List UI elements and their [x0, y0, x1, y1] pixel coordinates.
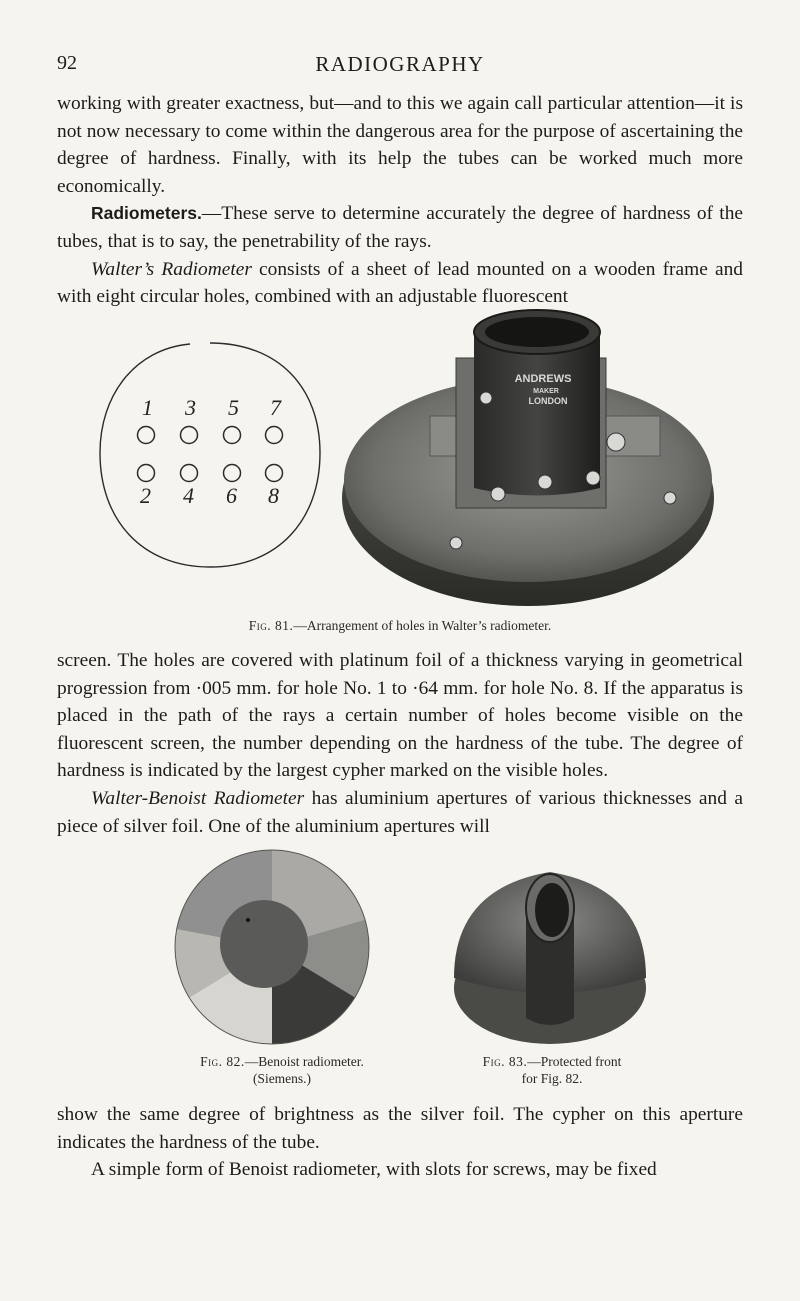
hole-6: [224, 465, 241, 482]
hole-number-7: 7: [270, 395, 281, 420]
fig83-protected-front-photo: [450, 868, 650, 1046]
fig82-caption-line1: —Benoist radiometer.: [244, 1054, 364, 1069]
paragraph-radiometers: [57, 200, 743, 255]
screw-icon: [538, 475, 552, 489]
walter-radiometer-title: Walter’s Radiometer: [91, 258, 252, 280]
adjuster-knob-icon: [607, 433, 625, 451]
tube-inner: [535, 883, 569, 937]
hole-7: [266, 427, 283, 444]
fig82-caption-line2: (Siemens.): [252, 1071, 312, 1086]
hole-3: [181, 427, 198, 444]
running-head: RADIOGRAPHY: [315, 52, 485, 76]
hole-1: [138, 427, 155, 444]
hole-number-2: 2: [140, 483, 151, 508]
page-number: 92: [57, 52, 77, 74]
text-block-1: [57, 90, 743, 311]
hole-row-top: [138, 427, 283, 444]
hole-number-3: 3: [185, 395, 196, 420]
screw-icon: [450, 537, 462, 549]
fig82-benoist-radiometer-photo: [172, 848, 372, 1046]
hole-5: [224, 427, 241, 444]
silver-foil-center: [220, 900, 308, 988]
hole-row-bottom: [138, 465, 283, 482]
paragraph-walter-text: consists of a sheet of lead mounted on a wooden frame and with eight circular holes, combined with an adjustable fluorescent: [57, 258, 743, 308]
maker-label-line1: ANDREWS: [514, 373, 572, 385]
viewing-box: [474, 332, 600, 496]
fig83-caption-line2: for Fig. 82.: [521, 1071, 583, 1086]
fig81-caption-text: —Arrangement of holes in Walter’s radiometer.: [293, 618, 552, 633]
text-block-3: [57, 1101, 743, 1184]
section-heading-radiometers: Radiometers.: [91, 203, 202, 224]
fig83-caption: [452, 1053, 652, 1087]
screw-icon: [586, 471, 600, 485]
fig81-hole-diagram: [80, 335, 340, 580]
fig81-caption: [0, 617, 800, 634]
screw-icon: [664, 492, 676, 504]
hole-2: [138, 465, 155, 482]
fig81-caption-prefix: Fig. 81.: [248, 618, 294, 633]
fig83-caption-prefix: Fig. 83.: [482, 1054, 528, 1069]
hole-8: [266, 465, 283, 482]
fig82-caption-prefix: Fig. 82.: [200, 1054, 245, 1069]
paragraph-walter-benoist: [57, 785, 743, 840]
hole-number-6: 6: [226, 483, 237, 508]
fig83-caption-line1: —Protected front: [527, 1054, 622, 1069]
walter-benoist-title: Walter-Benoist Radiometer: [91, 787, 305, 809]
fig82-caption: [182, 1053, 382, 1087]
text-block-2: [57, 647, 743, 840]
hole-number-1: 1: [142, 395, 153, 420]
center-pin-icon: [246, 918, 250, 922]
diagram-outline: [100, 343, 320, 567]
fig81-radiometer-photo: [338, 298, 718, 610]
screw-icon: [491, 487, 505, 501]
paragraph-walter-benoist-text: has aluminium apertures of various thicknesses and a piece of silver foil. One of the aluminium apertures will: [57, 787, 743, 837]
maker-label-line2: MAKER: [533, 388, 559, 395]
paragraph-screen: screen. The holes are covered with platinum foil of a thickness varying in geometrical progression from ·005 mm. for hole No. 1 to ·64 mm. for hole No. 8. If the apparatus is placed in the path of the rays a certain number of holes become visible on the fluorescent screen, the number depending on the hardness of the tube. The degree of hardness is indicated by the largest cypher marked on the visible holes.: [57, 650, 743, 782]
paragraph-same-brightness: show the same degree of brightness as the silver foil. The cypher on this aperture indicates the hardness of the tube.: [57, 1104, 743, 1153]
paragraph-radiometers-text: —These serve to determine accurately the degree of hardness of the tubes, that is to say, the penetrability of the rays.: [57, 203, 743, 252]
hole-number-4: 4: [183, 483, 194, 508]
hole-number-8: 8: [268, 483, 279, 508]
paragraph-simple-form: A simple form of Benoist radiometer, with slots for screws, may be fixed: [91, 1159, 657, 1181]
hole-4: [181, 465, 198, 482]
viewing-box-inner: [485, 317, 589, 347]
hole-number-5: 5: [228, 395, 239, 420]
maker-label-line3: LONDON: [528, 396, 568, 406]
paragraph-continuation: working with greater exactness, but—and to this we again call particular attention—it is not now necessary to come within the dangerous area for the purpose of ascertaining the degree of hardness. Finally, with its help the tubes can be worked much more economically.: [57, 93, 743, 197]
screw-icon: [480, 392, 492, 404]
